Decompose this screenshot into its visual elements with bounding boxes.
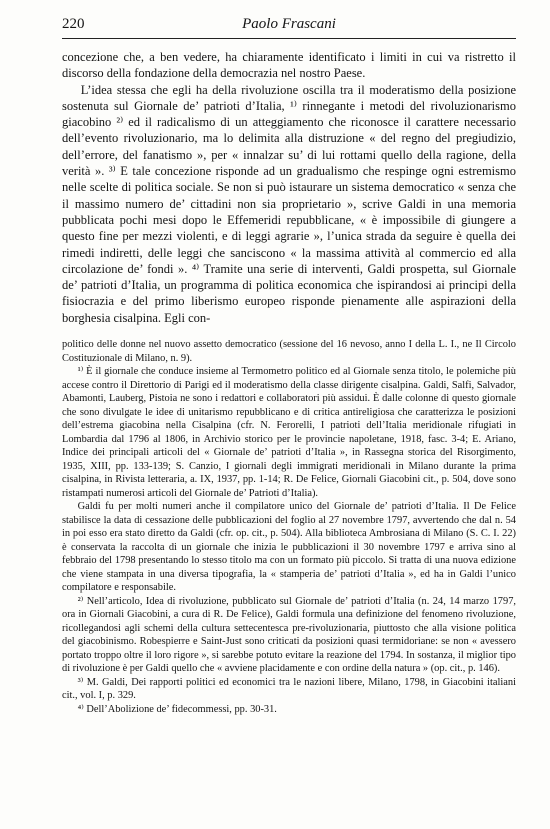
page-number: 220 [62, 16, 85, 32]
running-title: Paolo Frascani [242, 16, 336, 32]
body-paragraph: L’idea stessa che egli ha della rivoluzione oscilla tra il moderatismo della posizione sostenuta sul Giornale de’ patrioti d’Italia, ¹⁾ rinnegante i metodi del rivoluzionarismo giacobino ²⁾ ed il radicalismo di un atteggiamento che riconosce il carattere necessario dell’evento rivoluzionario, ma lo delimita alla distruzione « del regno del pregiudizio, dell’errore, del fanatismo », per « innalzar su’ di lui rottami quello della ragione, della verità ». ³⁾ E tale concezione risponde ad un gradualismo che respinge ogni estremismo nelle scelte di politica sociale. Se non si può istaurare un sistema democratico « senza che il massimo numero de’ cittadini non sia proprietario », scrive Galdi in una memoria pubblicata pochi mesi dopo le Effemeridi repubblicane, « è impossibile di giungere a questo fine per mezzi violenti, e di leggi agrarie », l’unica strada da seguire è quella dei rimedi indiretti, delle leggi che sanciscono « la massima attività al commercio ed alla circolazione de’ fondi ». ⁴⁾ Tramite una serie di interventi, Galdi prospetta, sul Giornale de’ patrioti d’Italia, un programma di politica economica che ispirandosi ai principi della fisiocrazia e del primo liberismo europeo risponde pienamente alle aspirazioni della borghesia cisalpina. Egli con- [62, 82, 516, 325]
footnote: politico delle donne nel nuovo assetto democratico (sessione del 16 nevoso, anno I della L. I., ne Il Circolo Costituzionale di Milano, n. 9). [62, 339, 516, 364]
footnotes [62, 338, 516, 716]
footnote: ³⁾ M. Galdi, Dei rapporti politici ed economici tra le nazioni libere, Milano, 1798, in Giacobini italiani cit., vol. I, p. 329. [62, 676, 516, 702]
running-head [62, 16, 516, 39]
footnote: ²⁾ Nell’articolo, Idea di rivoluzione, pubblicato sul Giornale de’ patrioti d’Italia (n. 24, 14 marzo 1797, ora in Giornali Giacobini, a cura di R. De Felice), Galdi formula una definizione del fenomeno rivoluzione, ricollegandosi agli schemi della cultura settecentesca pre-rivoluzionaria, piuttosto che alla visione politica del giacobinismo. Robespierre e Saint-Just sono criticati da posizioni quasi termidoriane: se non « avessero portato troppo oltre il loro rigore », si sarebbe potuto evitare la reazione del 1794. In sostanza, il miglior tipo di rivoluzione è per Galdi quello che « avviene placidamente e con ordine della natura » (op. cit., p. 146). [62, 595, 516, 675]
footnote: ⁴⁾ Dell’Abolizione de’ fidecommessi, pp. 30-31. [77, 703, 277, 715]
body-paragraph: concezione che, a ben vedere, ha chiaramente identificato i limiti in cui va ristretto il discorso della fondazione della democrazia nel nostro Paese. [62, 50, 516, 81]
footnote: Galdi fu per molti numeri anche il compilatore unico del Giornale de’ patrioti d’Italia. Il De Felice stabilisce la data di cessazione delle pubblicazioni del foglio al 27 novembre 1797, avvertendo che dal n. 54 in poi esso era stato diretto da Galdi (cfr. op. cit., p. 504). Alla biblioteca Ambrosiana di Milano (S. C. I. 22) è conservata la raccolta di un giornale che inizia le pubblicazioni il 30 novembre 1797 e arriva sino al febbraio del 1798 presentando lo stesso titolo ma con un formato più piccolo. Si tratta di una nuova edizione che viene stampata in una diversa tipografia, la « stamperia de’ patrioti d’Italia », ed ha in Galdi l’unico compilatore e responsabile. [62, 501, 516, 594]
footnote: ¹⁾ È il giornale che conduce insieme al Termometro politico ed al Giornale senza titolo, le polemiche più accese contro il Direttorio di Parigi ed il moderatismo della classe dirigente cisalpina. Galdi, Salfi, Salvador, Abamonti, Lauberg, Pistoia ne sono i redattori e collaboratori più assidui. È dalle colonne di questo giornale che sono divulgate le idee di unitarismo repubblicano e di critica antireligiosa che caratterizza le posizioni dell’estrema giacobina nella Cisalpina (cfr. N. Ferorelli, I patrioti dell’Italia meridionale rifugiati in Lombardia dal 1796 al 1806, in Archivio storico per le provincie napoletane, 1918, fasc. 3-4; E. Ariano, Indice dei principali articoli del « Giornale de’ patrioti d’Italia », in Rassegna storica del Risorgimento, 1935, XIII, pp. 133-139; S. Canzio, I giornali degli immigrati meridionali in Milano durante la prima cisalpina, in Rivista letteraria, a. IX, 1937, pp. 1-14; R. De Felice, Giornali Giacobini cit., p. 504, dove sono ristampati numerosi articoli del Giornale de’ Patrioti d’Italia). [62, 366, 516, 499]
main-text [62, 49, 516, 326]
